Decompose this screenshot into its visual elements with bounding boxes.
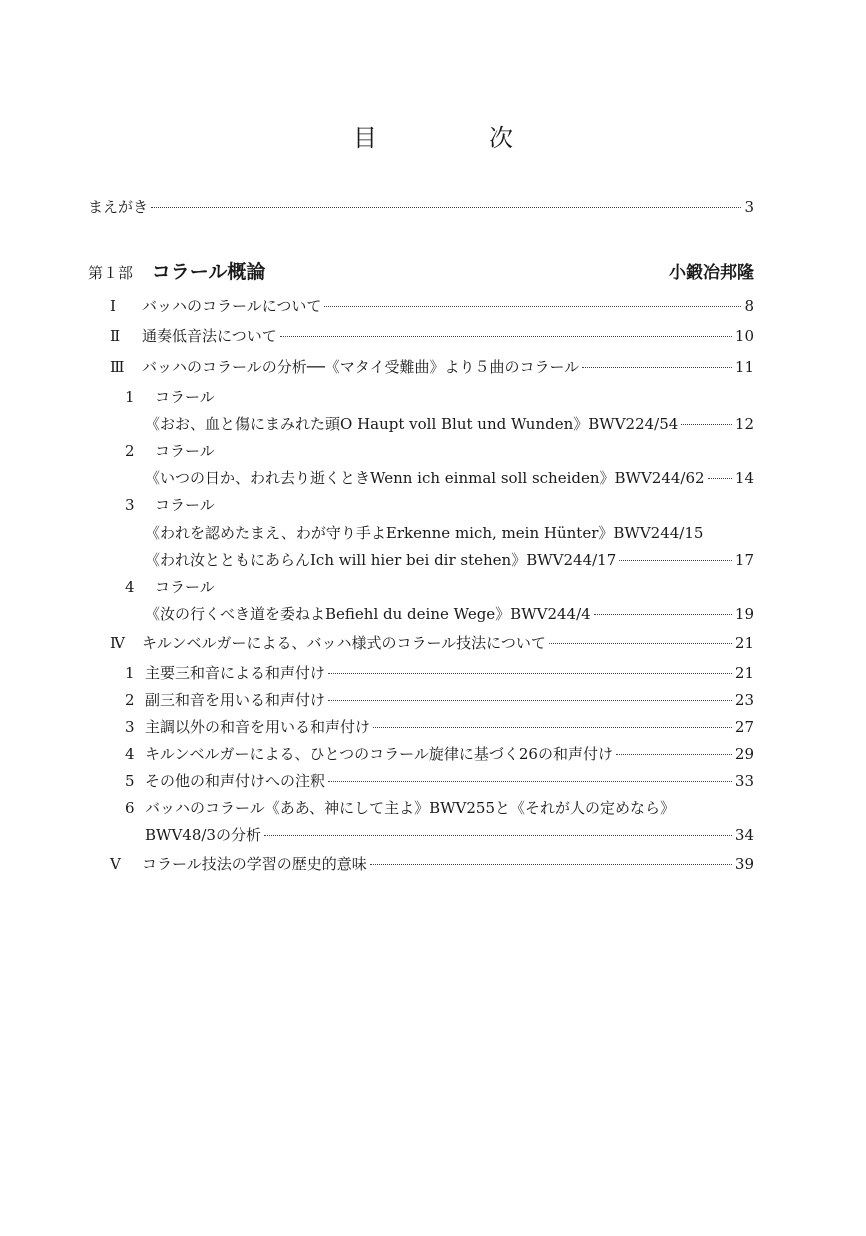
toc-entry-chapter-1[interactable] <box>110 293 754 319</box>
toc-entry-section[interactable] <box>125 741 754 767</box>
section-heading <box>125 574 215 600</box>
section-number: 3 <box>125 718 135 736</box>
toc-page-number: 12 <box>734 415 754 433</box>
toc-entry-text: 《おお、血と傷にまみれた頭O Haupt voll Blut und Wunden》BWV224/54 <box>145 415 679 433</box>
toc-page-number: 21 <box>734 664 754 682</box>
toc-entry-section[interactable] <box>125 660 754 686</box>
toc-entry-section[interactable] <box>125 768 754 794</box>
toc-entry-text: キルンベルガーによる、ひとつのコラール旋律に基づく26の和声付け <box>145 745 613 763</box>
chapter-numeral: Ⅰ <box>110 297 116 315</box>
section-heading <box>125 492 215 518</box>
section-number: 4 <box>125 745 135 763</box>
toc-page-number: 14 <box>734 469 754 487</box>
chapter-numeral: Ⅳ <box>110 634 125 652</box>
leader-dots <box>328 780 732 782</box>
part-label: 第１部 <box>88 264 134 282</box>
chapter-numeral: Ⅲ <box>110 358 125 376</box>
toc-entry-text: 《われを認めたまえ、わが守り手よErkenne mich, mein Hünter》BWV244/15 <box>145 524 704 542</box>
toc-entry-text: 《われ汝とともにあらんIch will hier bei dir stehen》BWV244/17 <box>145 551 617 569</box>
section-number: 6 <box>125 799 135 817</box>
section-heading-text: コラール <box>155 442 215 460</box>
toc-page-number: 19 <box>734 605 754 623</box>
toc-entry-text: その他の和声付けへの注釈 <box>145 772 326 790</box>
leader-dots <box>582 366 732 368</box>
toc-entry-text: 副三和音を用いる和声付け <box>145 691 326 709</box>
leader-dots <box>324 305 741 307</box>
toc-entry-chapter-5[interactable] <box>110 851 754 877</box>
toc-page-number: 29 <box>734 745 754 763</box>
section-number: 1 <box>125 388 135 406</box>
toc-entry-chapter-3[interactable] <box>110 354 754 380</box>
leader-dots <box>373 726 732 728</box>
toc-page-number: 34 <box>734 826 754 844</box>
toc-entry-chorale[interactable] <box>145 520 754 546</box>
toc-page-number: 21 <box>734 634 754 652</box>
toc-entry-text: コラール技法の学習の歴史的意味 <box>142 855 367 873</box>
toc-entry-text: キルンベルガーによる、バッハ様式のコラール技法について <box>142 634 546 652</box>
leader-dots <box>708 477 732 479</box>
toc-entry-text: 主調以外の和音を用いる和声付け <box>145 718 371 736</box>
page-title: 目 次 <box>353 124 557 152</box>
toc-entry-chapter-2[interactable] <box>110 323 754 349</box>
chapter-numeral: Ⅴ <box>110 855 121 873</box>
section-number: 1 <box>125 664 135 682</box>
section-heading-text: コラール <box>155 496 215 514</box>
toc-entry-text: 通奏低音法について <box>142 327 277 345</box>
section-heading <box>125 438 215 464</box>
toc-entry-text: BWV48/3の分析 <box>145 826 261 844</box>
toc-entry-text: 《いつの日か、われ去り逝くときWenn ich einmal soll scheiden》BWV244/62 <box>145 469 705 487</box>
leader-dots <box>328 672 732 674</box>
toc-entry-text: バッハのコラールについて <box>142 297 322 315</box>
toc-entry-chorale[interactable] <box>145 411 754 437</box>
section-heading-text: コラール <box>155 388 215 406</box>
toc-entry-section[interactable] <box>125 795 754 821</box>
leader-dots <box>328 699 732 701</box>
toc-entry-preface[interactable] <box>88 194 754 220</box>
leader-dots <box>549 642 732 644</box>
toc-entry-chorale[interactable] <box>145 601 754 627</box>
leader-dots <box>280 335 732 337</box>
leader-dots <box>619 559 732 561</box>
toc-page-number: 33 <box>734 772 754 790</box>
leader-dots <box>616 753 732 755</box>
leader-dots <box>151 206 741 208</box>
toc-page-number: 17 <box>734 551 754 569</box>
chapter-numeral: Ⅱ <box>110 327 121 345</box>
section-heading-text: コラール <box>155 578 215 596</box>
toc-page-number: 10 <box>734 327 754 345</box>
leader-dots <box>370 863 732 865</box>
toc-entry-text: まえがき <box>88 198 149 216</box>
toc-page-number: 8 <box>744 297 754 315</box>
section-number: 3 <box>125 496 135 514</box>
toc-entry-text: バッハのコラールの分析──《マタイ受難曲》より５曲のコラール <box>142 358 580 376</box>
section-heading <box>125 384 215 410</box>
leader-dots <box>594 613 732 615</box>
toc-entry-text: 主要三和音による和声付け <box>145 664 326 682</box>
toc-entry-chorale[interactable] <box>145 547 754 573</box>
toc-entry-chapter-4[interactable] <box>110 630 754 656</box>
toc-page-number: 3 <box>744 198 754 216</box>
toc-page-number: 27 <box>734 718 754 736</box>
part-title: コラール概論 <box>151 261 266 283</box>
toc-entry-section[interactable] <box>125 714 754 740</box>
leader-dots <box>681 423 732 425</box>
toc-page-number: 11 <box>734 358 754 376</box>
section-number: 2 <box>125 691 135 709</box>
section-number: 4 <box>125 578 135 596</box>
toc-entry-section-continued[interactable] <box>145 822 754 848</box>
leader-dots <box>264 834 732 836</box>
toc-page-number: 39 <box>734 855 754 873</box>
part-heading <box>88 257 754 287</box>
toc-entry-text: 《汝の行くべき道を委ねよBefiehl du deine Wege》BWV244/4 <box>145 605 591 623</box>
toc-entry-chorale[interactable] <box>145 465 754 491</box>
section-number: 5 <box>125 772 135 790</box>
toc-entry-text: バッハのコラール《ああ、神にして主よ》BWV255と《それが人の定めなら》 <box>145 799 676 817</box>
toc-page-number: 23 <box>734 691 754 709</box>
toc-entry-section[interactable] <box>125 687 754 713</box>
part-author: 小鍛冶邦隆 <box>669 263 754 283</box>
section-number: 2 <box>125 442 135 460</box>
